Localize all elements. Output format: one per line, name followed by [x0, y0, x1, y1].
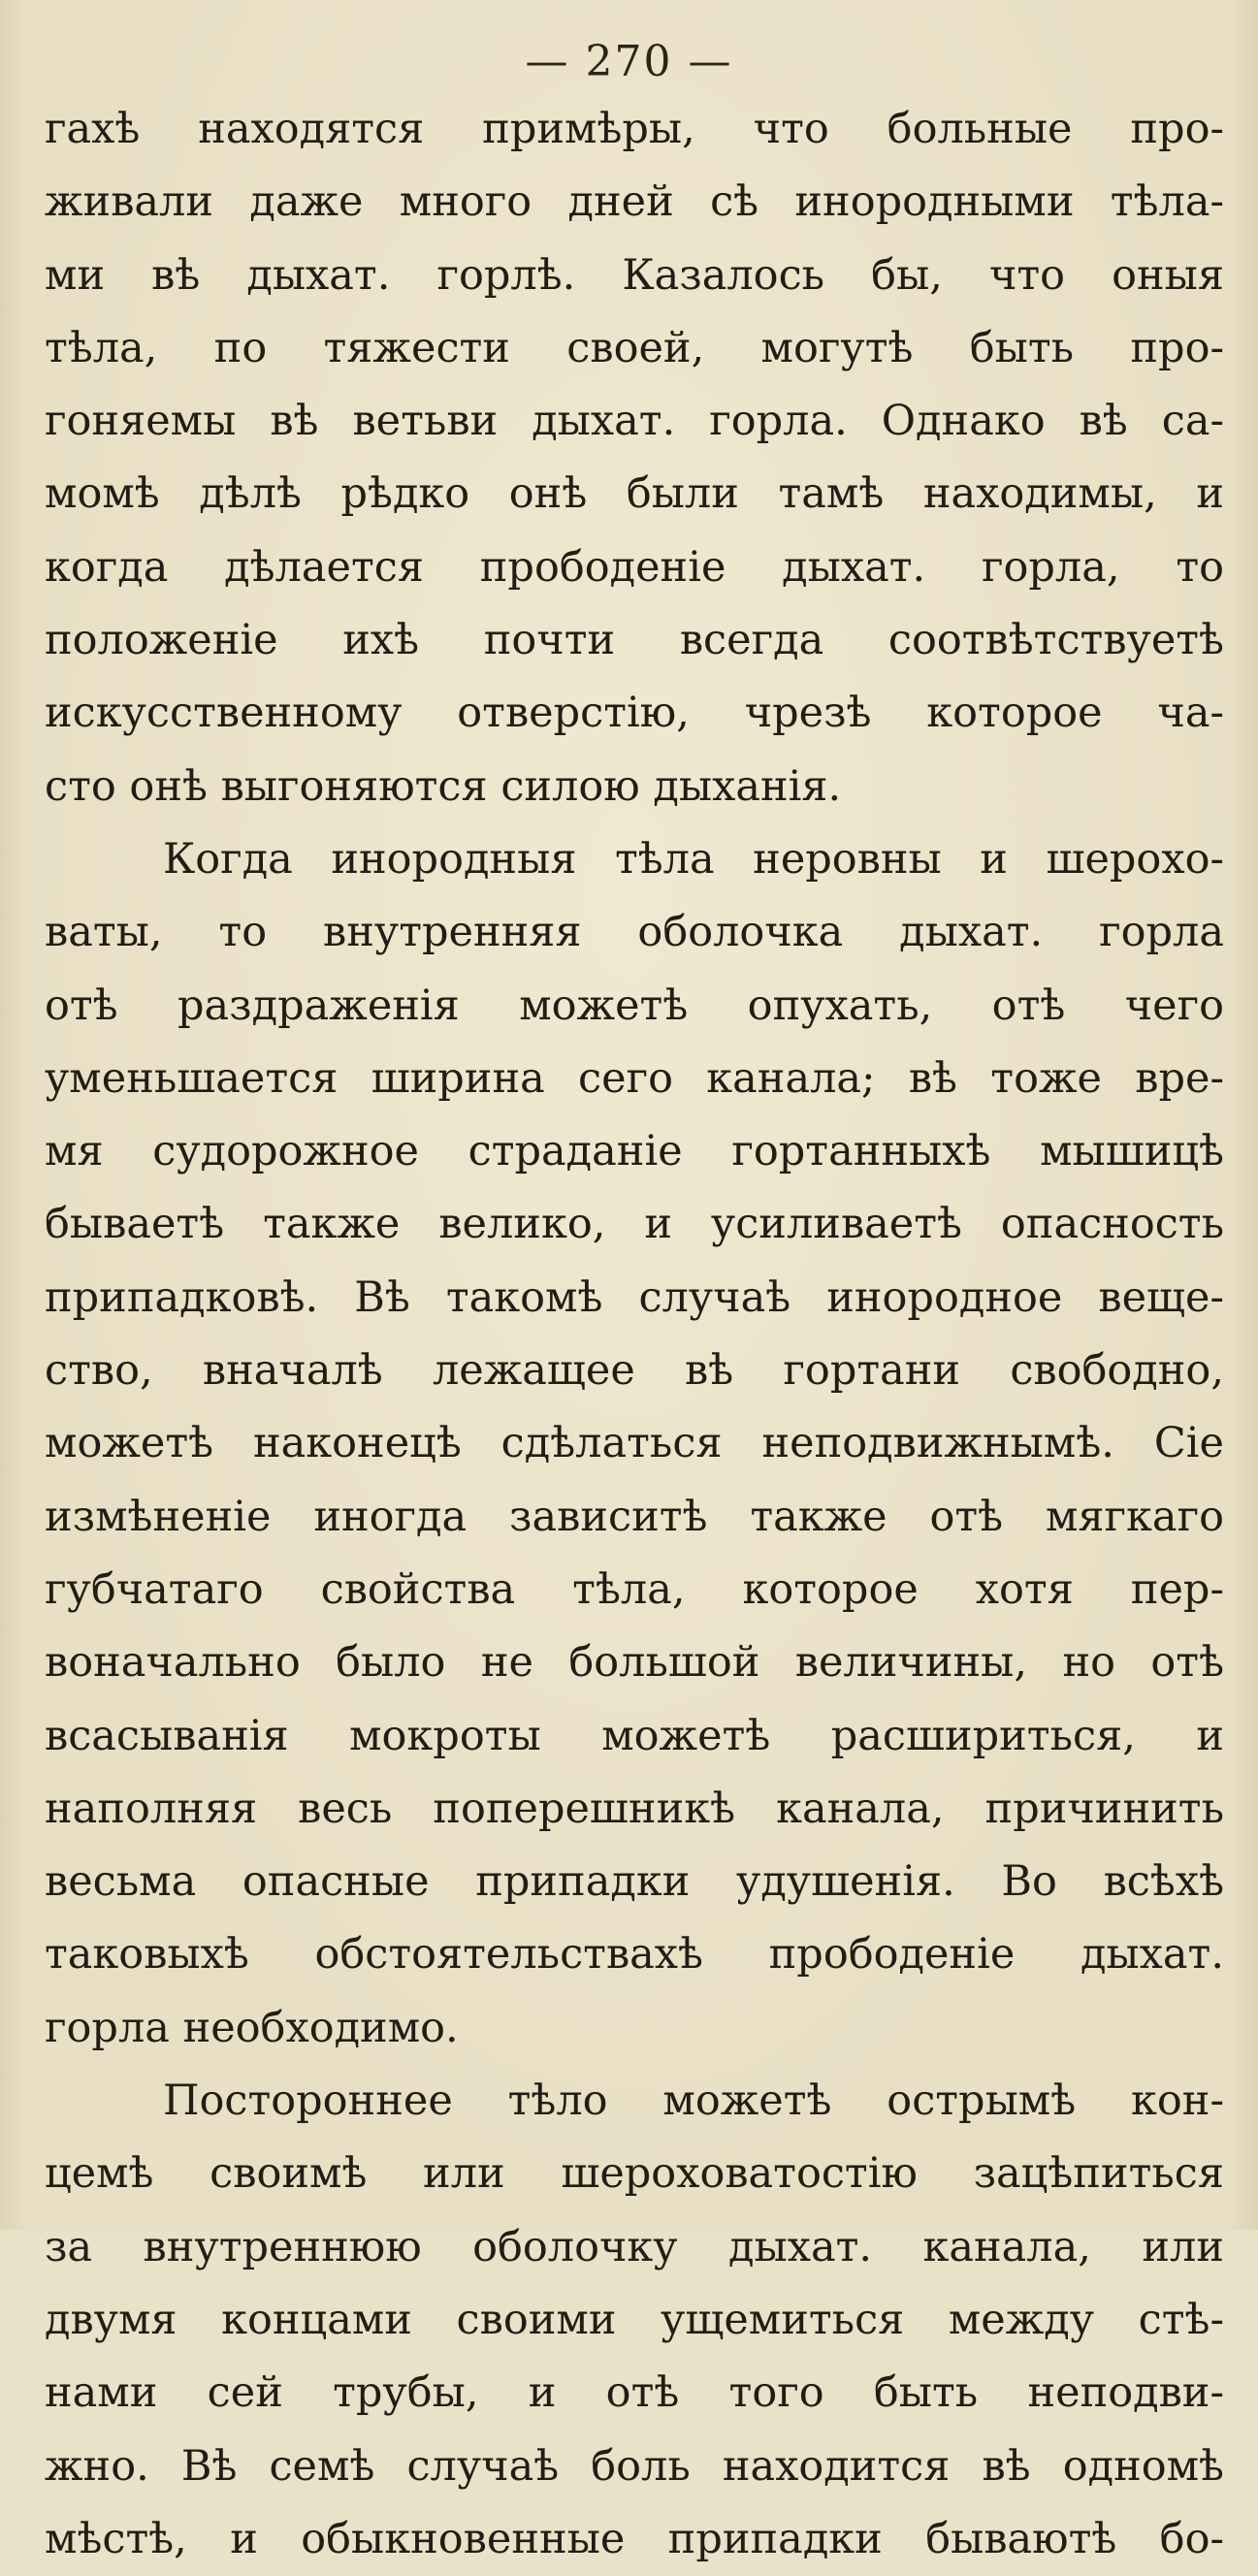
text-line: момѣ дѣлѣ рѣдко онѣ были тамѣ находимы, и	[45, 469, 1224, 519]
text-line: гоняемы вѣ ветьви дыхат. горла. Однако вѣ са-	[45, 397, 1224, 446]
text-line: наполняя весь поперешникѣ канала, причинить	[45, 1784, 1224, 1833]
text-line: за внутреннюю оболочку дыхат. канала, или	[45, 2222, 1224, 2271]
text-line: цемѣ своимѣ или шероховатостію зацѣпиться	[45, 2149, 1224, 2199]
text-line: гахѣ находятся примѣры, что больные про-	[45, 105, 1224, 153]
text-line: нами сей трубы, и отѣ того быть неподви-	[45, 2368, 1224, 2418]
text-line: уменьшается ширина сего канала; вѣ тоже вре-	[45, 1053, 1224, 1103]
text-line: сто онѣ выгоняются силою дыханія.	[45, 761, 842, 811]
text-line: можетѣ наконецѣ сдѣлаться неподвижнымѣ. Сіе	[45, 1419, 1224, 1468]
text-line: таковыхѣ обстоятельствахѣ прободеніе дыхат.	[45, 1930, 1224, 1980]
text-line: мѣстѣ, и обыкновенные припадки бываютѣ бо-	[45, 2514, 1224, 2563]
text-line: Постороннее тѣло можетѣ острымѣ кон-	[163, 2077, 1224, 2126]
text-line: измѣненіе иногда зависитѣ также отѣ мягкаго	[45, 1492, 1224, 1541]
text-line: ми вѣ дыхат. горлѣ. Казалось бы, что оныя	[45, 250, 1224, 300]
text-line: тѣла, по тяжести своей, могутѣ быть про-	[45, 323, 1224, 372]
text-line: жно. Вѣ семѣ случаѣ боль находится вѣ одномѣ	[45, 2441, 1224, 2491]
text-line: отѣ раздраженія можетѣ опухать, отѣ чего	[45, 981, 1224, 1030]
paragraph-1	[45, 93, 1224, 823]
paragraph-2	[45, 823, 1224, 2065]
text-line: весьма опасные припадки удушенія. Во всѣхѣ	[45, 1857, 1224, 1907]
text-line: двумя концами своими ущемиться между стѣ-	[45, 2295, 1224, 2344]
text-line: живали даже много дней сѣ инородными тѣла-	[45, 177, 1224, 227]
text-line: припадковѣ. Вѣ такомѣ случаѣ инородное веще-	[45, 1272, 1224, 1322]
text-line: когда дѣлается прободеніе дыхат. горла, то	[45, 542, 1224, 592]
text-line: воначально было не большой величины, но отѣ	[45, 1638, 1224, 1688]
text-line: Когда инородныя тѣла неровны и шерохо-	[163, 834, 1224, 884]
paragraph-3	[45, 2065, 1224, 2576]
body-text	[45, 93, 1224, 2576]
text-line: всасыванія мокроты можетѣ расшириться, и	[45, 1711, 1224, 1760]
text-line: положеніе ихѣ почти всегда соотвѣтствуетѣ	[45, 616, 1224, 665]
text-line: ство, вначалѣ лежащее вѣ гортани свободно,	[45, 1346, 1224, 1396]
text-line: ваты, то внутренняя оболочка дыхат. горла	[45, 908, 1224, 957]
text-line: мя судорожное страданіе гортанныхѣ мышицѣ	[45, 1127, 1224, 1176]
text-line: искусственному отверстію, чрезѣ которое ча-	[45, 689, 1224, 738]
page-number: — 270 —	[525, 37, 733, 86]
text-line: бываетѣ также велико, и усиливаетѣ опасность	[45, 1200, 1224, 1249]
text-line: горла необходимо.	[45, 2003, 459, 2052]
text-line: губчатаго свойства тѣла, которое хотя пер-	[45, 1564, 1224, 1614]
